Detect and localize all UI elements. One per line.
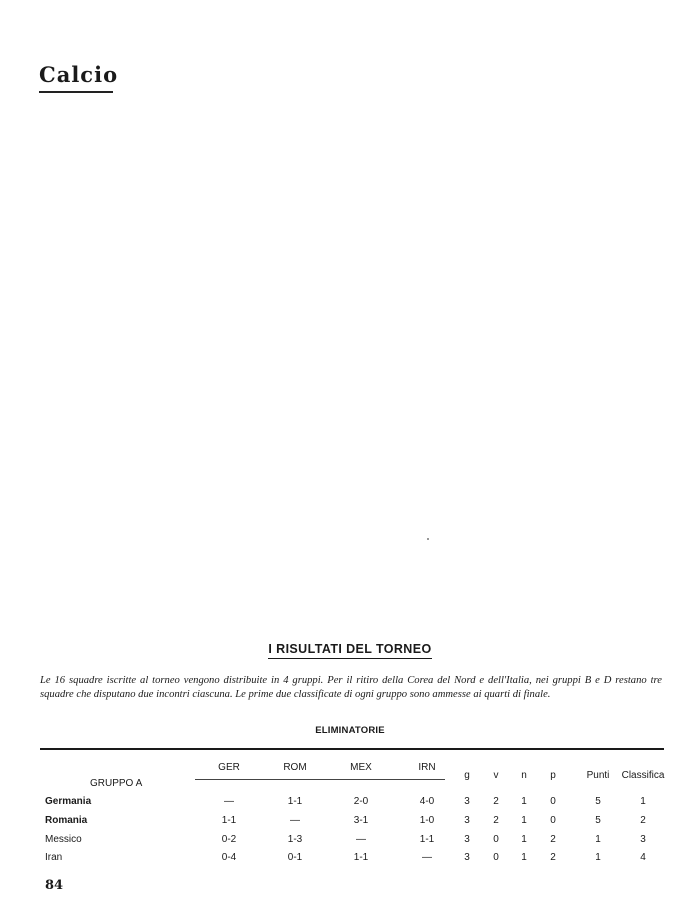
match-result: — bbox=[224, 796, 234, 807]
stat-value: 0 bbox=[550, 796, 556, 807]
team-name: Romania bbox=[45, 815, 88, 826]
stat-value: 1 bbox=[521, 852, 527, 863]
match-result: — bbox=[290, 815, 300, 826]
stat-value: 1 bbox=[595, 852, 601, 863]
stat-value: 2 bbox=[493, 796, 499, 807]
match-result: — bbox=[422, 852, 432, 863]
column-header-ger: GER bbox=[218, 762, 240, 773]
stat-value: 1 bbox=[521, 796, 527, 807]
team-name: Iran bbox=[45, 852, 63, 863]
match-result: 0-4 bbox=[221, 852, 237, 863]
stat-value: 2 bbox=[550, 834, 556, 845]
stat-value: 0 bbox=[493, 834, 499, 845]
stat-value: 1 bbox=[521, 815, 527, 826]
stat-value: 3 bbox=[464, 834, 470, 845]
column-header-irn: IRN bbox=[418, 762, 436, 773]
eliminatorie-subtitle: ELIMINATORIE bbox=[315, 725, 385, 736]
column-header-punti: Punti bbox=[586, 770, 610, 781]
match-result: 3-1 bbox=[353, 815, 369, 826]
stat-value: 1 bbox=[640, 796, 646, 807]
match-result: 1-3 bbox=[287, 834, 303, 845]
section-title-underline bbox=[39, 91, 113, 93]
stat-value: 3 bbox=[464, 815, 470, 826]
match-result: 1-1 bbox=[419, 834, 435, 845]
section-title: Calcio bbox=[39, 62, 119, 87]
match-result: — bbox=[356, 834, 366, 845]
stat-value: 2 bbox=[550, 852, 556, 863]
column-header-mex: MEX bbox=[350, 762, 372, 773]
column-header-v: v bbox=[493, 770, 499, 781]
stat-value: 3 bbox=[640, 834, 646, 845]
match-result: 1-0 bbox=[419, 815, 435, 826]
team-name: Messico bbox=[45, 834, 82, 845]
group-label: GRUPPO A bbox=[90, 778, 143, 789]
column-header-n: n bbox=[521, 770, 527, 781]
stat-value: 2 bbox=[493, 815, 499, 826]
match-result: 4-0 bbox=[419, 796, 435, 807]
stat-value: 3 bbox=[464, 796, 470, 807]
column-header-rom: ROM bbox=[283, 762, 307, 773]
stat-value: 2 bbox=[640, 815, 646, 826]
match-result: 1-1 bbox=[221, 815, 237, 826]
match-result: 0-2 bbox=[221, 834, 237, 845]
match-result: 0-1 bbox=[287, 852, 303, 863]
match-result: 1-1 bbox=[287, 796, 303, 807]
column-header-g: g bbox=[464, 770, 470, 781]
stat-value: 4 bbox=[640, 852, 646, 863]
results-heading bbox=[0, 640, 700, 659]
column-header-p: p bbox=[550, 770, 556, 781]
match-result: 2-0 bbox=[353, 796, 369, 807]
match-result: 1-1 bbox=[353, 852, 369, 863]
stat-value: 5 bbox=[595, 796, 601, 807]
page-number: 84 bbox=[45, 878, 64, 893]
team-name: Germania bbox=[45, 796, 92, 807]
stat-value: 0 bbox=[493, 852, 499, 863]
column-header-classifica: Classifica bbox=[621, 770, 665, 781]
table-header-rule bbox=[195, 779, 445, 780]
results-title: I RISULTATI DEL TORNEO bbox=[268, 642, 431, 659]
intro-paragraph: Le 16 squadre iscritte al torneo vengono distribuite in 4 gruppi. Per il ritiro della Corea del Nord e dell'Italia, nei gruppi B e D restano tre squadre che disputano due incontri ciascuna. Le prime due classificate di ogni gruppo sono ammesse ai quarti di finale. bbox=[40, 675, 662, 700]
stat-value: 1 bbox=[521, 834, 527, 845]
stat-value: 0 bbox=[550, 815, 556, 826]
stat-value: 1 bbox=[595, 834, 601, 845]
stat-value: 3 bbox=[464, 852, 470, 863]
print-speck bbox=[427, 538, 429, 540]
table-top-rule bbox=[40, 748, 664, 750]
stat-value: 5 bbox=[595, 815, 601, 826]
